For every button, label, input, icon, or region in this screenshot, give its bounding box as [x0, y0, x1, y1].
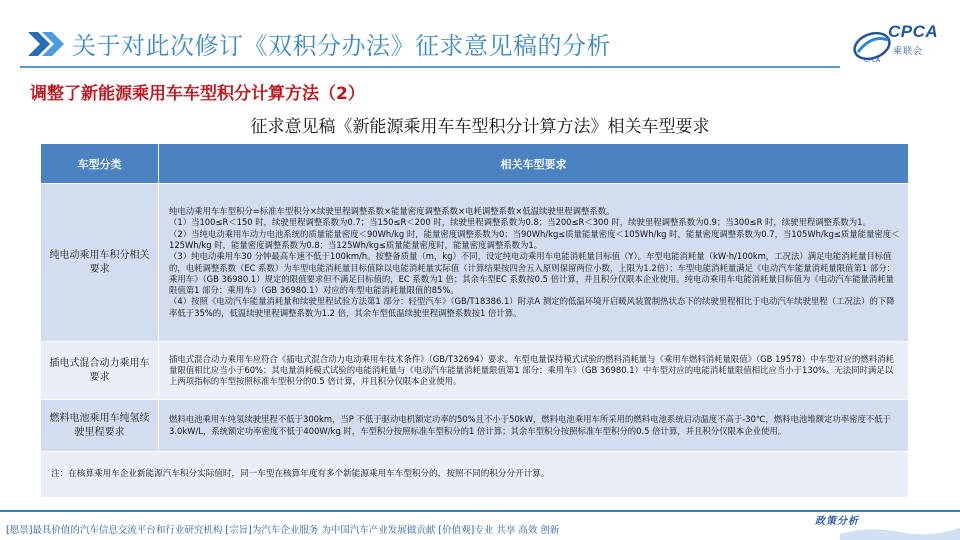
slide-title: 关于对此次修订《双积分办法》征求意见稿的分析: [72, 32, 611, 60]
requirement-line: （3）纯电动乘用车30 分钟最高车速不低于100km/h。按整备质量（m，kg）不同，设定纯电动乘用车电能消耗量目标值（Y）。车型电能消耗量（kW·h/100km，工况法）满足电能消耗量目标值的，电耗调整系数（EC 系数）为车型电能消耗量目标值除以电能消耗量实际值（计算结果按四舍五入原则保留两位小数，上限为1.2倍）；车型电能消耗量满足《电动汽车能量消耗量限值第1 部分：乘用车》（GB 36980.1）规定的限值要求但不满足目标值的，EC 系数为1 倍；其余车型EC 系数按0.5 倍计算，并且积分仅限本企业使用。纯电动乘用车电能消耗量目标值为《电动汽车能量消耗量限值第1 部分：乘用车》（GB 36980.1）对应的车型电能消耗量限值的85%。: [169, 251, 896, 296]
requirement-line: 插电式混合动力乘用车应符合《插电式混合动力电动乘用车技术条件》（GB/T32694）要求。车型电量保持模式试验的燃料消耗量与《乘用车燃料消耗量限值》（GB 19578）中车型对应的燃料消耗量限值相比应当小于60%；其电量消耗模式试验的电能消耗量与《电动汽车能量消耗量限值第1 部分：乘用车》（GB 36980.1）中车型对应的电能消耗量限值相比应当小于130%。无法同时满足以上两项指标的车型按照标准车型积分的0.5 倍计算，并且积分仅限本企业使用。: [169, 353, 894, 387]
table-note-row: [41, 452, 909, 498]
table-row-fcev: [41, 400, 909, 452]
double-chevron-right-icon: [26, 30, 66, 58]
category-cell-phev: 插电式混合动力乘用车要求: [41, 342, 159, 400]
requirements-cell-phev: [159, 342, 909, 400]
requirement-line: 燃料电池乘用车纯氢续驶里程不低于300km，当P 不低于驱动电机额定功率的50%且不小于50kW，燃料电池乘用车所采用的燃料电池系统启动温度不高于-30℃，燃料电池堆额定功率密度不低于3.0kW/L，系统额定功率密度不低于400W/kg 时，车型积分按照标准车型积分的1 倍计算；其余车型积分按照标准车型积分的0.5 倍计算，并且积分仅限本企业使用。: [169, 414, 891, 436]
requirement-line: （2）当纯电动乘用车动力电池系统的质量能量密度＜90Wh/kg 时，能量密度调整系数为0；当90Wh/kg≤质量能量密度＜105Wh/kg 时，能量密度调整系数为0.7，当105Wh/kg≤质量能量密度＜125Wh/kg 时，能量密度调整系数为0.8；当125Wh/kg≤质量能量密度时，能量密度调整系数为1。: [169, 228, 900, 250]
header-requirements: 相关车型要求: [159, 144, 909, 184]
requirement-line: （4）按照《电动汽车能量消耗量和续驶里程试验方法第1 部分：轻型汽车》（GB/T18386.1）附录A 测定的低温环境开启暖风装置制热状态下的续驶里程相比于电动汽车续驶里程（工况法）的下降率低于35%的，低温续驶里程调整系数为1.2 倍，其余车型低温续驶里程调整系数按1 倍计算。: [169, 296, 895, 318]
requirements-cell-bev: [159, 184, 909, 342]
slide-header: [0, 0, 960, 72]
requirement-line: （1）当100≤R＜150 时，续驶里程调整系数为0.7；当150≤R＜200 时，续驶里程调整系数为0.8；当200≤R＜300 时，续驶里程调整系数为0.9；当300≤R 时，续驶里程调整系数为1。: [169, 217, 871, 228]
footer-wave-decoration: [840, 524, 960, 540]
table-header-row: [41, 144, 909, 184]
header-vehicle-category: 车型分类: [41, 144, 159, 184]
logo-subtext: 乘联会: [893, 47, 924, 57]
footer-slogan: [愿景]最具价值的汽车信息交流平台和行业研究机构 [宗旨]为汽车企业服务 为中国汽车产业发展做贡献 [价值观]专业 共享 高效 创新: [6, 525, 560, 536]
requirements-cell-fcev: [159, 400, 909, 452]
requirements-table: [40, 143, 909, 498]
section-title: 调整了新能源乘用车车型积分计算方法（2）: [30, 84, 365, 104]
svg-text:CPCA: CPCA: [864, 57, 881, 64]
table-row-bev: [41, 184, 909, 342]
table-title: 征求意见稿《新能源乘用车车型积分计算方法》相关车型要求: [250, 117, 710, 137]
logo-text: CPCA: [888, 22, 939, 41]
footer-tag: 政策分析: [815, 516, 859, 527]
category-cell-fcev: 燃料电池乘用车纯氢续驶里程要求: [41, 400, 159, 452]
requirement-line: 纯电动乘用车车型积分=标准车型积分×续驶里程调整系数×能量密度调整系数×电耗调整系数×低温续驶里程调整系数。: [169, 206, 615, 217]
table-note: 注：在核算乘用车企业新能源汽车积分实际值时，同一车型在核算年度有多个新能源乘用车车型积分的，按照不同的积分分开计算。: [41, 452, 909, 498]
category-cell-bev: 纯电动乘用车积分相关要求: [41, 184, 159, 342]
table-row-phev: [41, 342, 909, 400]
title-divider: [20, 66, 840, 68]
